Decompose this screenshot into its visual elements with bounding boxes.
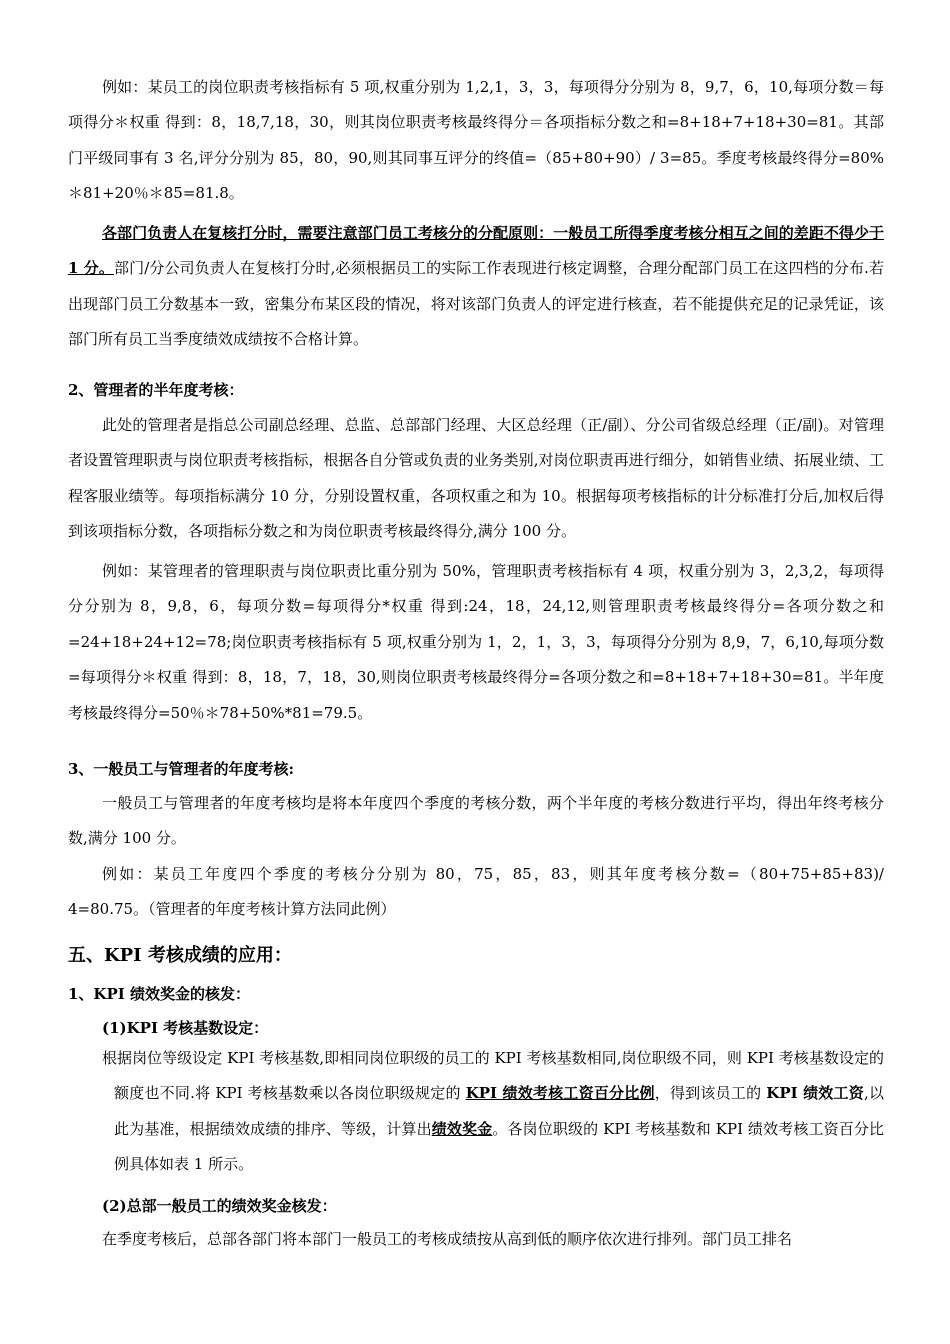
scoring-principle-paragraph — [68, 216, 884, 358]
heading-kpi-base: (1)KPI 考核基数设定： — [102, 1019, 269, 1037]
kpi-salary-percentage-term: KPI 绩效考核工资百分比例 — [465, 1084, 655, 1103]
annual-review-paragraph: 一般员工与管理者的年度考核均是将本年度四个季度的考核分数，两个半年度的考核分数进行平均，得出年终考核分数,满分 100 分。 — [68, 794, 884, 848]
kpi-base-text-a: 根据岗位等级设定 KPI 考核基数,即相同岗位职级的员工的 KPI 考核基数相同,岗位职级不同，则 KPI 考核基数设定的额度也不同.将 KPI 考核基数乘以各岗位职级规定的 — [102, 1049, 884, 1103]
heading-annual-review: 3、一般员工与管理者的年度考核: — [68, 760, 294, 778]
heading-section-five: 五、KPI 考核成绩的应用： — [68, 945, 292, 966]
kpi-base-text-b: ，得到该员工的 — [654, 1084, 767, 1103]
kpi-performance-salary-term: KPI 绩效工资 — [766, 1084, 864, 1103]
manager-definition-paragraph: 此处的管理者是指总公司副总经理、总监、总部部门经理、大区总经理（正/副）、分公司省级总经理（正/副)。对管理者设置管理职责与岗位职责考核指标，根据各自分管或负责的业务类别,对岗位职责再进行细分，如销售业绩、拓展业绩、工程客服业绩等。每项指标满分 10 分，分别设置权重，各项权重之和为 10。根据每项考核指标的计分标准打分后,加权后得到该项指标分数，各项指标分数之和为岗位职责考核最终得分,满分 100 分。 — [68, 416, 884, 541]
heading-manager-half-year: 2、管理者的半年度考核： — [68, 381, 244, 399]
kpi-base-text-d: ,以此为基准，根据绩效成绩的排序、等级，计算出 — [114, 1084, 884, 1138]
heading-kpi-bonus: 1、KPI 绩效奖金的核发： — [68, 985, 250, 1003]
heading-hq-bonus: (2)总部一般员工的绩效奖金核发： — [102, 1197, 337, 1215]
performance-bonus-term: 绩效奖金 — [431, 1119, 493, 1138]
scoring-principle-text: 部门/分公司负责人在复核打分时,必须根据员工的实际工作表现进行核定调整，合理分配部门员工在这四档的分布.若出现部门员工分数基本一致，密集分布某区段的情况，将对该部门负责人的评定进行核查，若不能提供充足的记录凭证，该部门所有员工当季度绩效成绩按不合格计算。 — [68, 259, 884, 349]
scoring-principle-emphasis: 各部门负责人在复核打分时，需要注意部门员工考核分的分配原则：一般员工所得季度考核分相互之间的差距不得少于 1 分。 — [68, 224, 884, 278]
example-paragraph-annual: 例如：某员工年度四个季度的考核分分别为 80，75，85，83，则其年度考核分数=（80+75+85+83)/ 4=80.75。（管理者的年度考核计算方法同此例） — [68, 865, 884, 919]
hq-bonus-paragraph: 在季度考核后，总部各部门将本部门一般员工的考核成绩按从高到低的顺序依次进行排列。部门员工排名 — [102, 1230, 793, 1248]
kpi-base-paragraph — [68, 1041, 884, 1183]
example-paragraph-manager: 例如：某管理者的管理职责与岗位职责比重分别为 50%，管理职责考核指标有 4 项，权重分别为 3，2,3,2，每项得分分别为 8，9,8，6，每项分数=每项得分*权重 得到:24，18，24,12,则管理职责考核最终得分=各项分数之和=24+18+24+12=78;岗位职责考核指标有 5 项,权重分别为 1，2，1，3，3，每项得分分别为 8,9，7，6,10,每项分数=每项得分＊权重 得到：8，18，7，18，30,则岗位职责考核最终得分=各项分数之和=8+18+7+18+30=81。半年度考核最终得分=50％＊78+50%*81=79.5。 — [68, 562, 884, 722]
example-paragraph-employee: 例如：某员工的岗位职责考核指标有 5 项,权重分别为 1,2,1，3，3，每项得分分别为 8，9,7，6，10,每项分数＝每项得分＊权重 得到：8，18,7,18，30，则其岗位职责考核最终得分＝各项指标分数之和=8+18+7+18+30=81。其部门平级同事有 3 名,评分分别为 85，80，90,则其同事互评分的终值=（85+80+90）/ 3=85。季度考核最终得分=80%＊81+20％＊85=81.8。 — [68, 78, 884, 203]
kpi-base-text-f: 。各岗位职级的 KPI 考核基数和 KPI 绩效考核工资百分比例具体如表 1 所示。 — [114, 1119, 884, 1174]
